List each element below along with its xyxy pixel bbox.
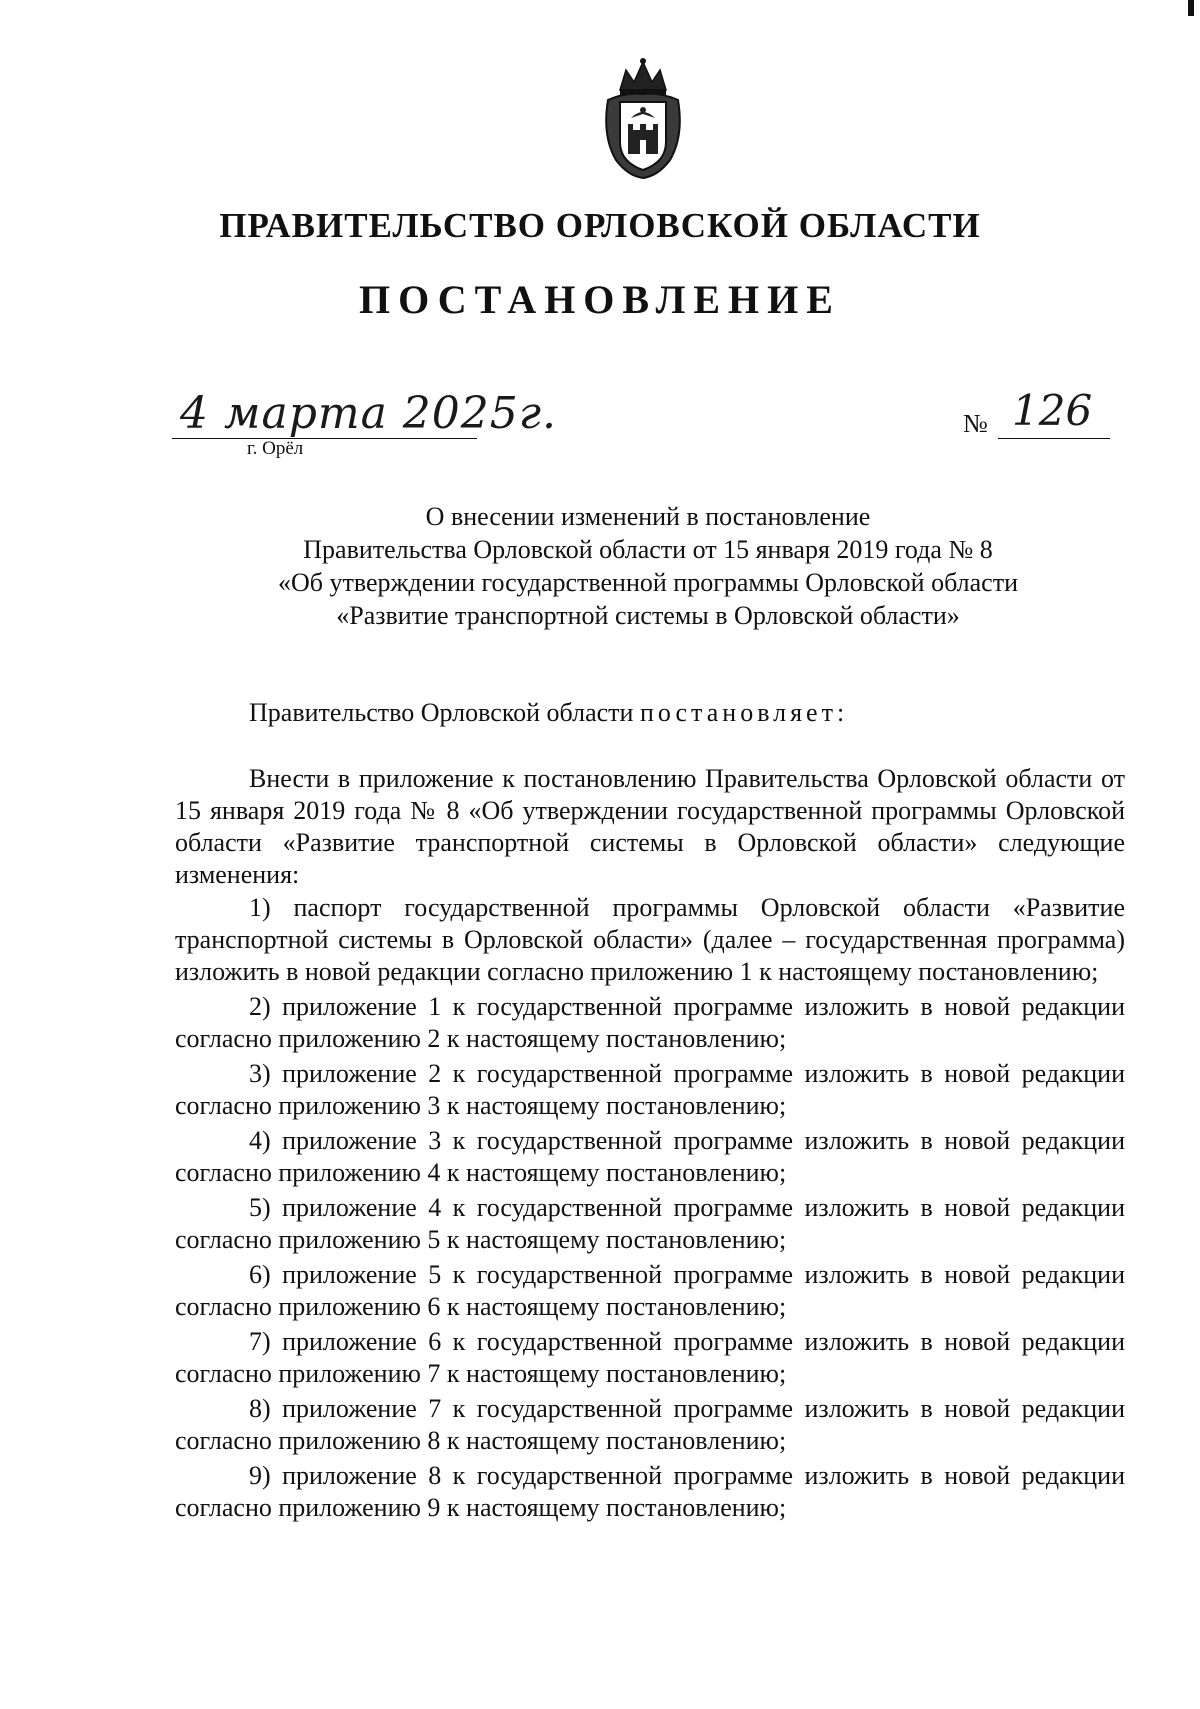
document-subject: [172, 500, 1124, 632]
number-sign: №: [963, 409, 988, 438]
government-title: ПРАВИТЕЛЬСТВО ОРЛОВСКОЙ ОБЛАСТИ: [219, 206, 981, 245]
document-body: [175, 763, 1125, 1527]
handwritten-date: 4 марта 2025г.: [180, 388, 557, 439]
list-item: 5) приложение 4 к государственной программе изложить в новой редакции согласно приложению 5 к настоящему постановлению;: [175, 1193, 1125, 1254]
date-underline: [172, 438, 477, 439]
coat-of-arms-emblem: [598, 56, 688, 180]
list-item: 2) приложение 1 к государственной программе изложить в новой редакции согласно приложению 2 к настоящему постановлению;: [175, 992, 1125, 1053]
body-intro-paragraph: Внести в приложение к постановлению Правительства Орловской области от 15 января 2019 года № 8 «Об утверждении государственной программы Орловской области «Развитие транспортной системы в Орловской области» следующие изменения:: [175, 764, 1125, 889]
subject-line: О внесении изменений в постановление: [425, 502, 871, 531]
number-underline: [998, 438, 1110, 439]
decree-spaced-word: постановляет:: [639, 698, 849, 727]
city-label: г. Орёл: [247, 438, 304, 459]
decree-lead: Правительство Орловской области: [249, 698, 640, 727]
decree-statement: [249, 698, 848, 728]
subject-line: Правительства Орловской области от 15 января 2019 года № 8: [303, 535, 993, 564]
document-type-title: ПОСТАНОВЛЕНИЕ: [359, 277, 841, 322]
list-item: 4) приложение 3 к государственной программе изложить в новой редакции согласно приложению 4 к настоящему постановлению;: [175, 1126, 1125, 1187]
list-item: 7) приложение 6 к государственной программе изложить в новой редакции согласно приложению 7 к настоящему постановлению;: [175, 1327, 1125, 1388]
handwritten-number: 126: [1012, 386, 1093, 435]
list-item: 9) приложение 8 к государственной программе изложить в новой редакции согласно приложению 9 к настоящему постановлению;: [175, 1461, 1125, 1522]
list-item: 3) приложение 2 к государственной программе изложить в новой редакции согласно приложению 3 к настоящему постановлению;: [175, 1059, 1125, 1120]
subject-line: «Развитие транспортной системы в Орловской области»: [336, 601, 960, 630]
subject-line: «Об утверждении государственной программы Орловской области: [277, 568, 1018, 597]
list-item: 1) паспорт государственной программы Орловской области «Развитие транспортной системы в Орловской области» (далее – государственная программа) изложить в новой редакции согласно приложению 1 к настоящему постановлению;: [175, 893, 1125, 986]
list-item: 6) приложение 5 к государственной программе изложить в новой редакции согласно приложению 6 к настоящему постановлению;: [175, 1260, 1125, 1321]
scan-corner-mark: [1188, 0, 1194, 16]
list-item: 8) приложение 7 к государственной программе изложить в новой редакции согласно приложению 8 к настоящему постановлению;: [175, 1394, 1125, 1455]
